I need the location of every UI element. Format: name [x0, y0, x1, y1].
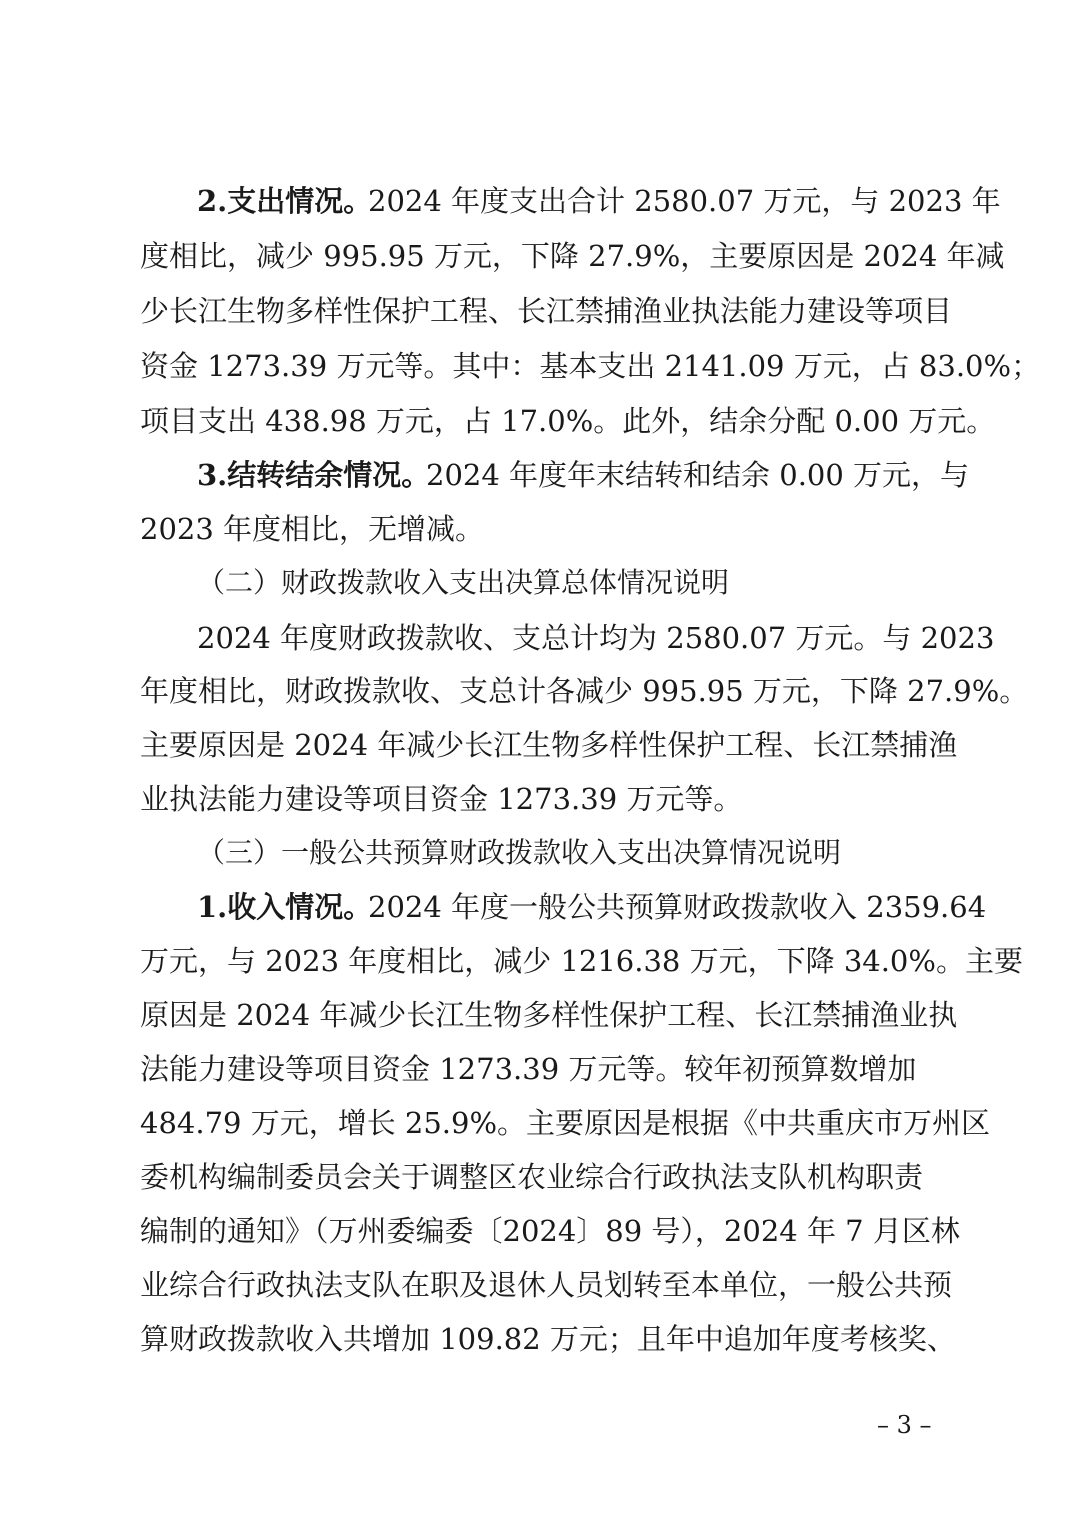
paragraph-line — [0, 1042, 1075, 1096]
paragraph-line — [0, 229, 1075, 283]
paragraph-text: 少长江生物多样性保护工程、长江禁捕渔业执法能力建设等项目 — [140, 294, 953, 328]
paragraph-lead-heading: 2.支出情况。 — [197, 184, 373, 218]
paragraph-text: 法能力建设等项目资金 1273.39 万元等。较年初预算数增加 — [140, 1052, 917, 1086]
page-number: – 3 – — [877, 1411, 932, 1439]
paragraph-text: 业综合行政执法支队在职及退休人员划转至本单位，一般公共预 — [140, 1268, 953, 1302]
paragraph-text: 万元，与 2023 年度相比，减少 1216.38 万元，下降 34.0%。主要 — [140, 944, 1023, 978]
paragraph-line — [0, 174, 1075, 228]
paragraph-line — [0, 394, 1075, 448]
paragraph-text: 算财政拨款收入共增加 109.82 万元；且年中追加年度考核奖、 — [140, 1322, 956, 1356]
paragraph-lead-heading: 3.结转结余情况。 — [197, 458, 431, 492]
paragraph-line — [0, 284, 1075, 338]
paragraph-text: 原因是 2024 年减少长江生物多样性保护工程、长江禁捕渔业执 — [140, 998, 958, 1032]
paragraph-line — [0, 772, 1075, 826]
paragraph-text: 2024 年度一般公共预算财政拨款收入 2359.64 — [368, 890, 987, 924]
paragraph-line — [0, 988, 1075, 1042]
paragraph-line — [0, 448, 1075, 502]
paragraph-line — [0, 339, 1075, 393]
paragraph-text: 主要原因是 2024 年减少长江生物多样性保护工程、长江禁捕渔 — [140, 728, 958, 762]
paragraph-text: 资金 1273.39 万元等。其中：基本支出 2141.09 万元，占 83.0%； — [140, 349, 1041, 383]
section-heading — [0, 556, 1075, 610]
paragraph-line — [0, 1258, 1075, 1312]
paragraph-line — [0, 934, 1075, 988]
paragraph-text: 2024 年度财政拨款收、支总计均为 2580.07 万元。与 2023 — [197, 621, 995, 655]
paragraph-lead-heading: 1.收入情况。 — [197, 890, 373, 924]
paragraph-text: 委机构编制委员会关于调整区农业综合行政执法支队机构职责 — [140, 1160, 924, 1194]
paragraph-text: 项目支出 438.98 万元，占 17.0%。此外，结余分配 0.00 万元。 — [140, 404, 996, 438]
paragraph-line — [0, 664, 1075, 718]
paragraph-text: 2024 年度支出合计 2580.07 万元，与 2023 年 — [368, 184, 1001, 218]
paragraph-line — [0, 1150, 1075, 1204]
paragraph-line — [0, 718, 1075, 772]
paragraph-line — [0, 502, 1075, 556]
paragraph-line — [0, 880, 1075, 934]
paragraph-line — [0, 1312, 1075, 1366]
section-heading-text: （三）一般公共预算财政拨款收入支出决算情况说明 — [197, 836, 842, 869]
paragraph-line — [0, 1096, 1075, 1150]
paragraph-text: 2024 年度年末结转和结余 0.00 万元，与 — [426, 458, 970, 492]
paragraph-text: 年度相比，财政拨款收、支总计各减少 995.95 万元，下降 27.9%。 — [140, 674, 1029, 708]
paragraph-line — [0, 1204, 1075, 1258]
section-heading-text: （二）财政拨款收入支出决算总体情况说明 — [197, 566, 730, 599]
paragraph-text: 2023 年度相比，无增减。 — [140, 512, 485, 546]
paragraph-line — [0, 611, 1075, 665]
paragraph-text: 度相比，减少 995.95 万元，下降 27.9%，主要原因是 2024 年减 — [140, 239, 1005, 273]
section-heading — [0, 826, 1075, 880]
paragraph-text: 业执法能力建设等项目资金 1273.39 万元等。 — [140, 782, 743, 816]
paragraph-text: 484.79 万元，增长 25.9%。主要原因是根据《中共重庆市万州区 — [140, 1106, 991, 1140]
paragraph-text: 编制的通知》（万州委编委〔2024〕89 号），2024 年 7 月区林 — [140, 1214, 960, 1248]
